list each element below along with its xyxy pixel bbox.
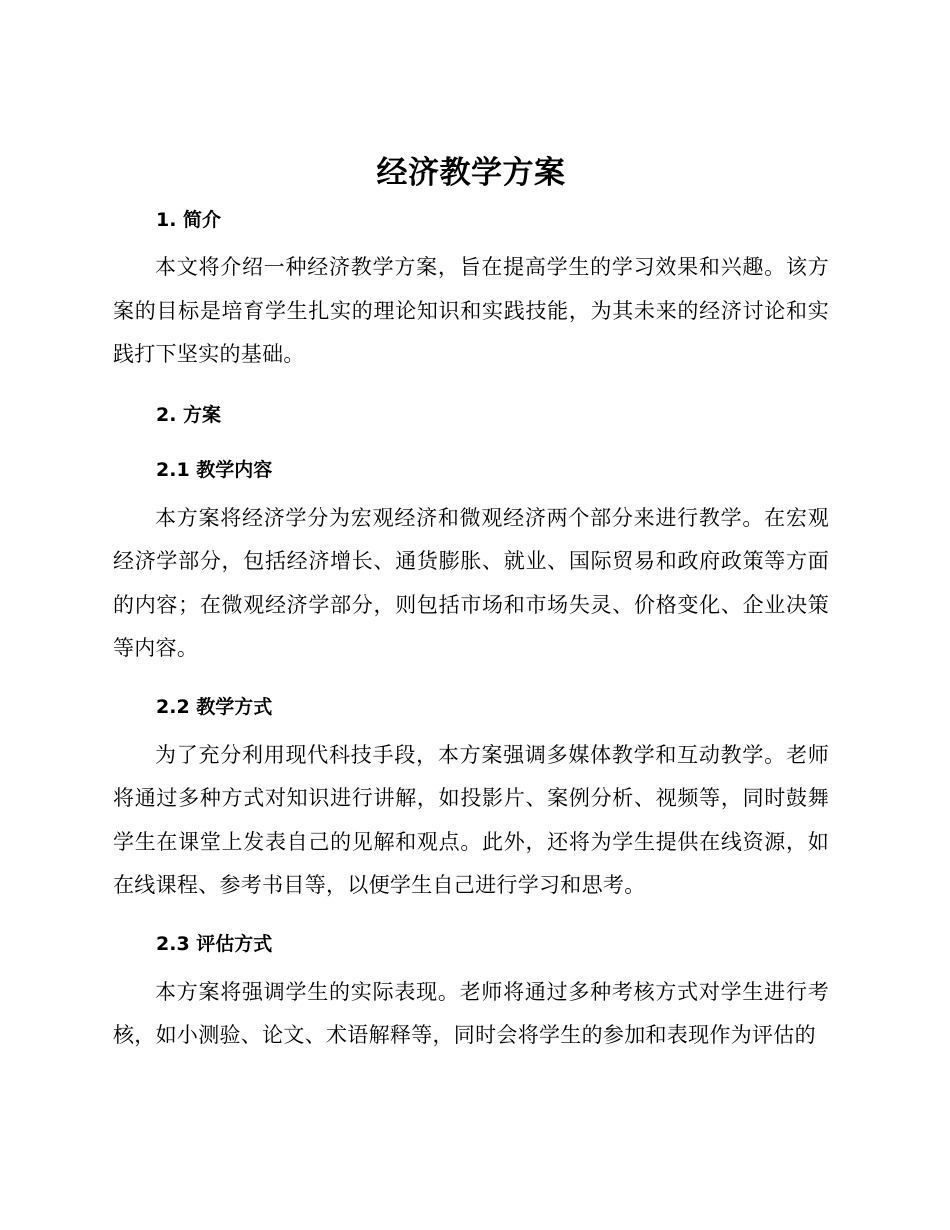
heading-plan: 2. 方案 [156,403,222,426]
paragraph-teaching-content: 本方案将经济学分为宏观经济和微观经济两个部分来进行教学。在宏观经济学部分，包括经济增长、通货膨胀、就业、国际贸易和政府政策等方面的内容；在微观经济学部分，则包括市场和市场失灵、价格变化、企业决策等内容。 [113,505,829,660]
paragraph-assessment: 本方案将强调学生的实际表现。老师将通过多种考核方式对学生进行考核，如小测验、论文、术语解释等，同时会将学生的参加和表现作为评估的 [113,979,829,1047]
heading-assessment: 2.3 评估方式 [156,932,273,955]
heading-teaching-method: 2.2 教学方式 [156,695,273,718]
document-title: 经济教学方案 [376,155,566,191]
heading-teaching-content: 2.1 教学内容 [156,458,273,481]
paragraph-intro: 本文将介绍一种经济教学方案，旨在提高学生的学习效果和兴趣。该方案的目标是培育学生扎实的理论知识和实践技能，为其未来的经济讨论和实践打下坚实的基础。 [113,255,829,366]
document-body [113,150,829,1058]
paragraph-teaching-method: 为了充分利用现代科技手段，本方案强调多媒体教学和互动教学。老师将通过多种方式对知识进行讲解，如投影片、案例分析、视频等，同时鼓舞学生在课堂上发表自己的见解和观点。此外，还将为学生提供在线资源，如在线课程、参考书目等，以便学生自己进行学习和思考。 [113,742,829,897]
heading-intro: 1. 简介 [156,209,222,231]
